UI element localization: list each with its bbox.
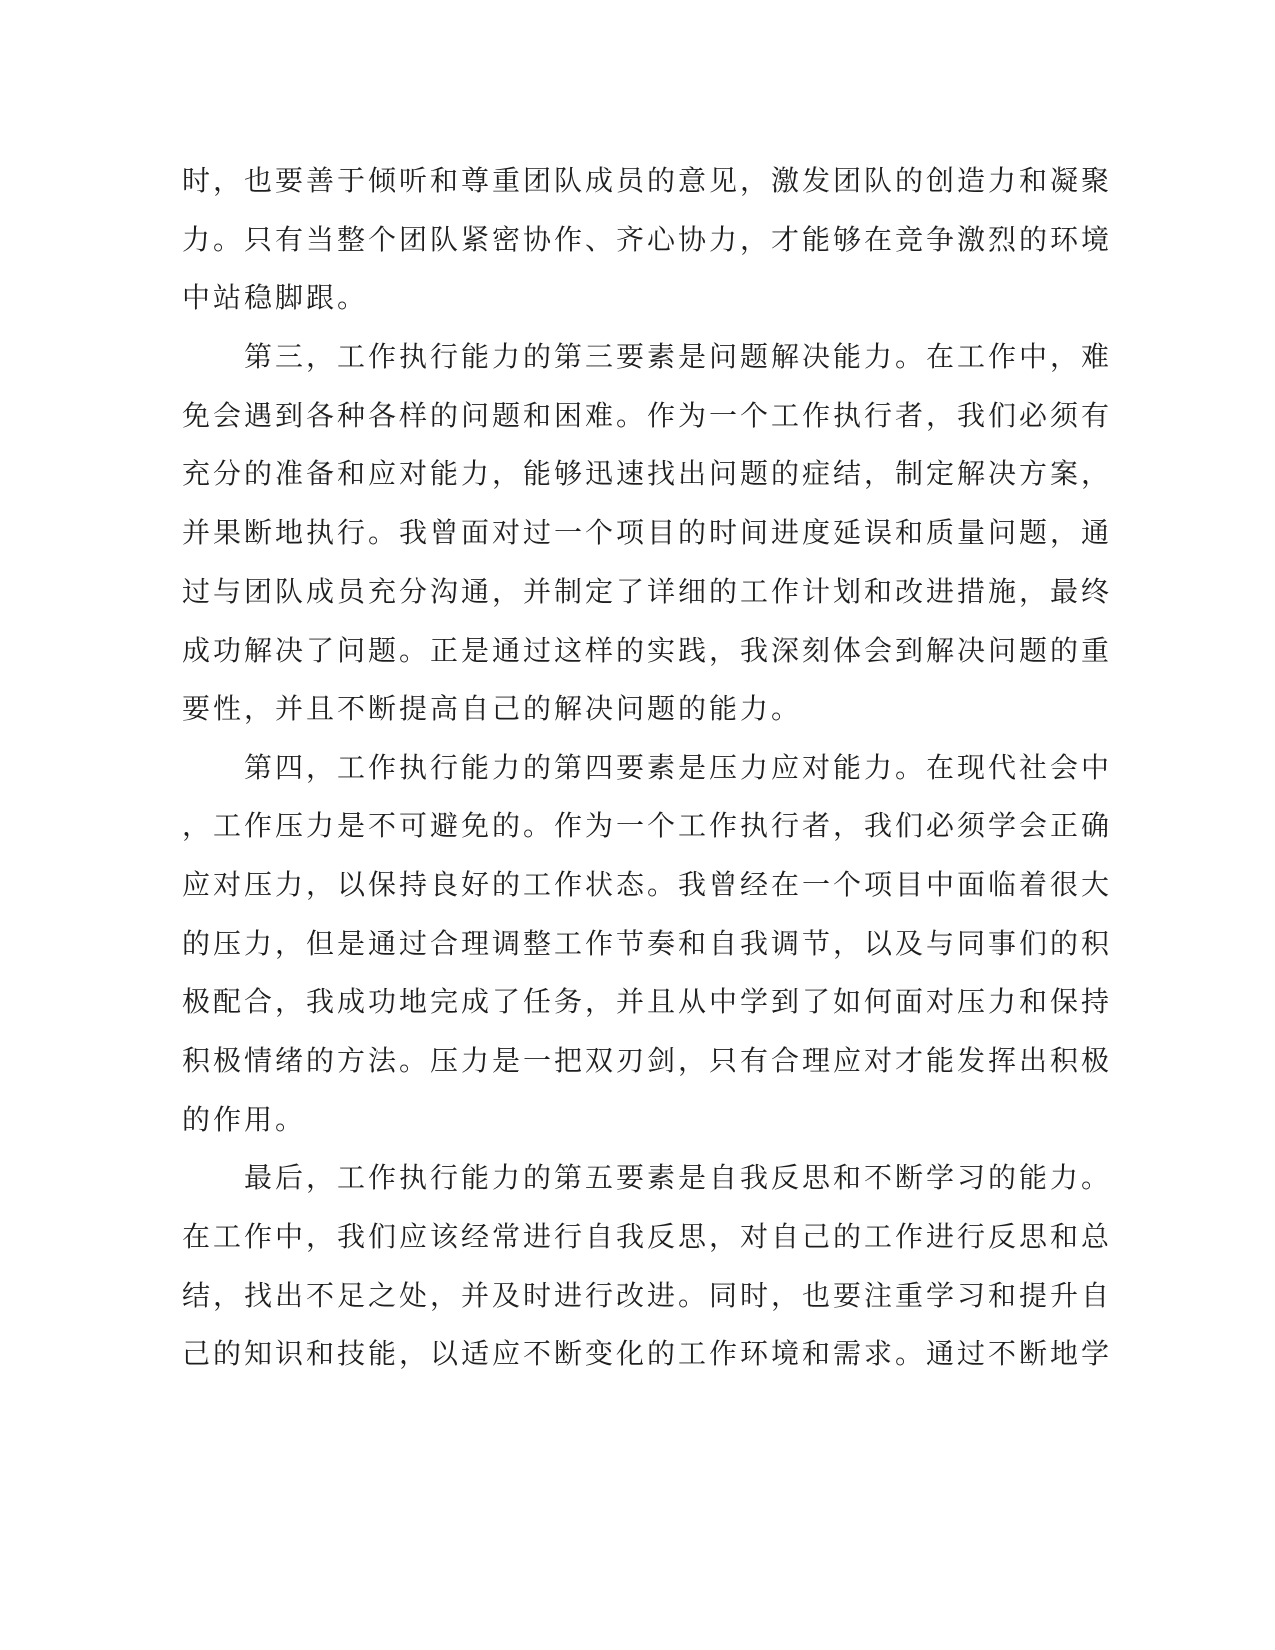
- text-line: 的压力，但是通过合理调整工作节奏和自我调节，以及与同事们的积: [182, 927, 1113, 960]
- text-line: 中站稳脚跟。: [182, 281, 369, 314]
- text-line: ，工作压力是不可避免的。作为一个工作执行者，我们必须学会正确: [182, 809, 1113, 842]
- text-line: 时，也要善于倾听和尊重团队成员的意见，激发团队的创造力和凝聚: [182, 164, 1113, 197]
- text-line: 己的知识和技能，以适应不断变化的工作环境和需求。通过不断地学: [182, 1337, 1113, 1370]
- text-line: 积极情绪的方法。压力是一把双刃剑，只有合理应对才能发挥出积极: [182, 1044, 1113, 1077]
- paragraph-start-line: 第四，工作执行能力的第四要素是压力应对能力。在现代社会中: [182, 751, 1113, 784]
- text-line: 过与团队成员充分沟通，并制定了详细的工作计划和改进措施，最终: [182, 575, 1113, 608]
- text-line: 在工作中，我们应该经常进行自我反思，对自己的工作进行反思和总: [182, 1220, 1113, 1253]
- text-line: 免会遇到各种各样的问题和困难。作为一个工作执行者，我们必须有: [182, 399, 1113, 432]
- text-line: 并果断地执行。我曾面对过一个项目的时间进度延误和质量问题，通: [182, 516, 1113, 549]
- text-line: 应对压力，以保持良好的工作状态。我曾经在一个项目中面临着很大: [182, 868, 1113, 901]
- text-line: 力。只有当整个团队紧密协作、齐心协力，才能够在竞争激烈的环境: [182, 223, 1113, 256]
- text-line: 结，找出不足之处，并及时进行改进。同时，也要注重学习和提升自: [182, 1279, 1113, 1312]
- text-line: 极配合，我成功地完成了任务，并且从中学到了如何面对压力和保持: [182, 985, 1113, 1018]
- text-line: 的作用。: [182, 1103, 307, 1136]
- text-line: 要性，并且不断提高自己的解决问题的能力。: [182, 692, 803, 725]
- paragraph-start-line: 第三，工作执行能力的第三要素是问题解决能力。在工作中，难: [182, 340, 1113, 373]
- paragraph-start-line: 最后，工作执行能力的第五要素是自我反思和不断学习的能力。: [182, 1161, 1113, 1194]
- text-line: 成功解决了问题。正是通过这样的实践，我深刻体会到解决问题的重: [182, 634, 1113, 667]
- text-line: 充分的准备和应对能力，能够迅速找出问题的症结，制定解决方案，: [182, 457, 1113, 490]
